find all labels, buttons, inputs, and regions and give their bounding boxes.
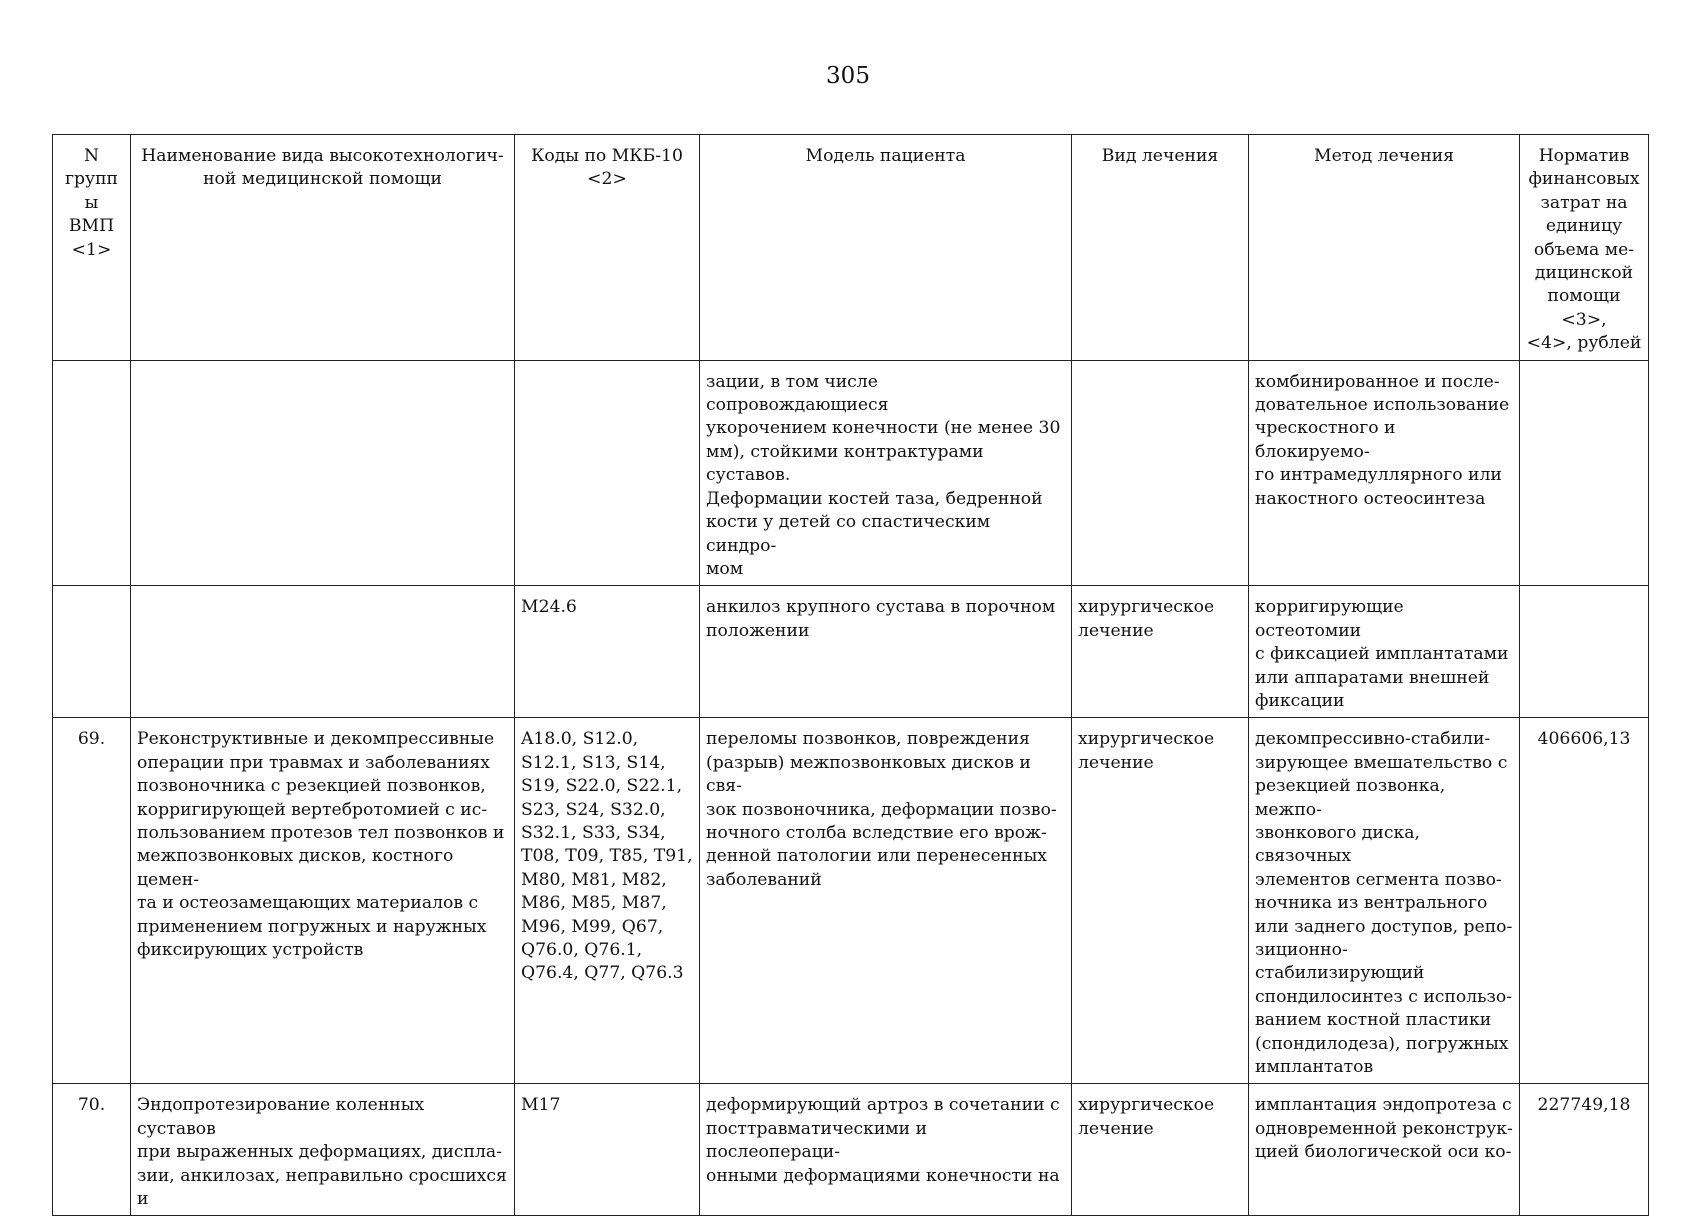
icd10-codes-cell: A18.0, S12.0, S12.1, S13, S14, S19, S22.0, S22.1, S23, S24, S32.0, S32.1, S33, S34, T08, T09, T85, T91, M80, M81, M82, M86, M85, M87, M96, M99, Q67, Q76.0, Q76.1, Q76.4, Q77, Q76.3: [515, 718, 700, 1084]
group-number-cell: [53, 360, 131, 586]
page-number: 305: [826, 63, 870, 89]
cost-norm-cell: [1520, 360, 1649, 586]
header-care-type-name: Наименование вида высокотехнологич- ной медицинской помощи: [131, 135, 515, 361]
patient-model-cell: деформирующий артроз в сочетании с посттравматическими и послеопераци- онными деформациями конечности на: [700, 1084, 1072, 1216]
header-treatment-type: Вид лечения: [1072, 135, 1249, 361]
patient-model-cell: переломы позвонков, повреждения (разрыв) межпозвонковых дисков и свя- зок позвоночника, деформации позво- ночного столба вследствие его врож- денной патологии или перенесенных заболеваний: [700, 718, 1072, 1084]
treatment-method-cell: комбинированное и после- довательное использование чрескостного и блокируемо- го интрамедуллярного или накостного остеосинтеза: [1249, 360, 1520, 586]
table-header-row: [53, 135, 1649, 361]
table-row: [53, 586, 1649, 718]
table-row: [53, 718, 1649, 1084]
header-treatment-method: Метод лечения: [1249, 135, 1520, 361]
header-group-number: N группы ВМП <1>: [53, 135, 131, 361]
table-row: [53, 360, 1649, 586]
group-number-cell: 69.: [53, 718, 131, 1084]
vmp-table: [52, 134, 1649, 1216]
patient-model-cell: зации, в том числе сопровождающиеся укорочением конечности (не менее 30 мм), стойкими контрактурами суставов. Деформации костей таза, бедренной кости у детей со спастическим синдро- мом: [700, 360, 1072, 586]
treatment-type-cell: хирургическое лечение: [1072, 718, 1249, 1084]
patient-model-cell: анкилоз крупного сустава в порочном положении: [700, 586, 1072, 718]
group-number-cell: 70.: [53, 1084, 131, 1216]
treatment-type-cell: [1072, 360, 1249, 586]
table-row: [53, 1084, 1649, 1216]
care-type-name-cell: Реконструктивные и декомпрессивные операции при травмах и заболеваниях позвоночника с резекцией позвонков, корригирующей вертебротомией с ис- пользованием протезов тел позвонков и межпозвонковых дисков, костного цемен- та и остеозамещающих материалов с применением погружных и наружных фиксирующих устройств: [131, 718, 515, 1084]
cost-norm-cell: [1520, 586, 1649, 718]
treatment-method-cell: имплантация эндопротеза с одновременной реконструк- цией биологической оси ко-: [1249, 1084, 1520, 1216]
cost-norm-cell: 227749,18: [1520, 1084, 1649, 1216]
care-type-name-cell: [131, 360, 515, 586]
care-type-name-cell: [131, 586, 515, 718]
group-number-cell: [53, 586, 131, 718]
cost-norm-cell: 406606,13: [1520, 718, 1649, 1084]
treatment-method-cell: декомпрессивно-стабили- зирующее вмешательство с резекцией позвонка, межпо- звонкового диска, связочных элементов сегмента позво- ночника из вентрального или заднего доступов, репо- зиционно-стабилизирующий спондилосинтез с использо- ванием костной пластики (спондилодеза), погружных имплантатов: [1249, 718, 1520, 1084]
icd10-codes-cell: M17: [515, 1084, 700, 1216]
header-icd10-codes: Коды по МКБ-10 <2>: [515, 135, 700, 361]
header-cost-norm: Норматив финансовых затрат на единицу объема ме- дицинской помощи <3>, <4>, рублей: [1520, 135, 1649, 361]
header-patient-model: Модель пациента: [700, 135, 1072, 361]
treatment-method-cell: корригирующие остеотомии с фиксацией имплантатами или аппаратами внешней фиксации: [1249, 586, 1520, 718]
icd10-codes-cell: [515, 360, 700, 586]
treatment-type-cell: хирургическое лечение: [1072, 1084, 1249, 1216]
care-type-name-cell: Эндопротезирование коленных суставов при выраженных деформациях, диспла- зии, анкилозах, неправильно сросшихся и: [131, 1084, 515, 1216]
icd10-codes-cell: M24.6: [515, 586, 700, 718]
treatment-type-cell: хирургическое лечение: [1072, 586, 1249, 718]
